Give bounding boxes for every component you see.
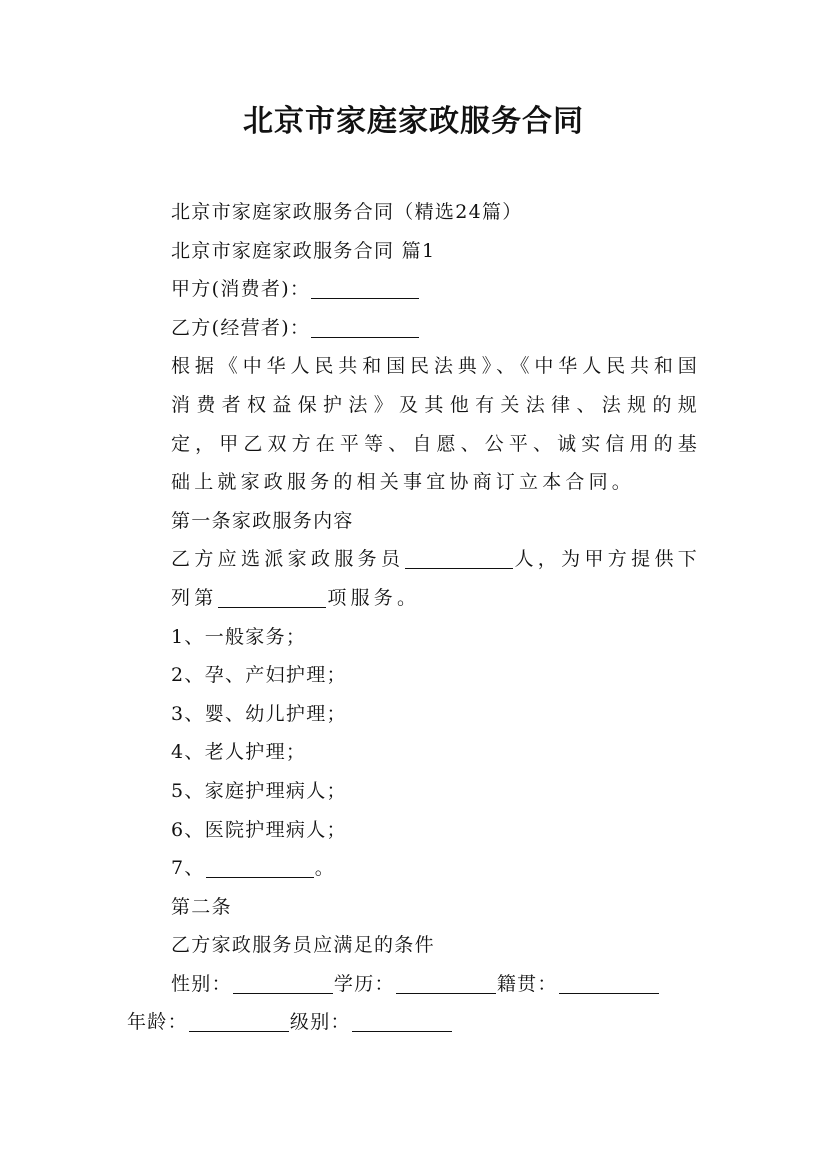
preamble-paragraph: 根据《中华人民共和国民法典》、《中华人民共和国消费者权益保护法》及其他有关法律、法规的规定，甲乙双方在平等、自愿、公平、诚实信用的基础上就家政服务的相关事宜协商订立本合同。 bbox=[171, 355, 701, 494]
party-a-blank bbox=[311, 276, 419, 299]
subtitle-line: 北京市家庭家政服务合同（精选24篇） bbox=[171, 201, 523, 223]
list-item: 6、医院护理病人； bbox=[171, 818, 347, 841]
staff-count-blank bbox=[405, 546, 513, 569]
part-heading: 北京市家庭家政服务合同 篇1 bbox=[171, 239, 436, 262]
gender-label: 性别： bbox=[171, 972, 232, 995]
party-b-label: 乙方(经营者)： bbox=[171, 316, 311, 339]
list-item: 3、婴、幼儿护理； bbox=[171, 702, 347, 725]
document-title: 北京市家庭家政服务合同 bbox=[243, 104, 584, 139]
list-item: 5、家庭护理病人； bbox=[171, 779, 347, 802]
age-level-line bbox=[127, 1003, 701, 1042]
document-body bbox=[127, 193, 701, 1042]
article1-text-b: 人，为甲方提供下列第 bbox=[171, 548, 701, 609]
age-label: 年龄： bbox=[127, 1011, 188, 1034]
level-label: 级别： bbox=[289, 1011, 351, 1034]
level-blank bbox=[352, 1009, 452, 1032]
article1-heading: 第一条家政服务内容 bbox=[171, 509, 354, 532]
education-blank bbox=[396, 971, 496, 994]
item7-end: 。 bbox=[314, 857, 336, 880]
article1-text-c: 项服务。 bbox=[327, 586, 421, 609]
party-b-line bbox=[127, 309, 701, 348]
item7-label: 7、 bbox=[171, 857, 205, 880]
list-item: 2、孕、产妇护理； bbox=[171, 664, 347, 687]
list-item: 1、一般家务； bbox=[171, 625, 307, 648]
list-item-7 bbox=[127, 849, 701, 888]
gender-education-native-line bbox=[127, 965, 701, 1004]
article2-heading: 第二条 bbox=[171, 895, 232, 918]
party-b-blank bbox=[311, 315, 419, 338]
native-label: 籍贯： bbox=[496, 972, 558, 995]
party-a-line bbox=[127, 270, 701, 309]
article1-paragraph bbox=[127, 540, 701, 617]
native-blank bbox=[559, 971, 659, 994]
age-blank bbox=[189, 1009, 289, 1032]
party-a-label: 甲方(消费者)： bbox=[171, 278, 311, 301]
item7-blank bbox=[206, 855, 314, 878]
education-label: 学历： bbox=[333, 972, 395, 995]
article1-text-a: 乙方应选派家政服务员 bbox=[171, 548, 405, 571]
list-item: 4、老人护理； bbox=[171, 741, 307, 764]
gender-blank bbox=[233, 971, 333, 994]
service-item-blank bbox=[218, 585, 326, 608]
article2-subheading: 乙方家政服务员应满足的条件 bbox=[171, 934, 435, 957]
